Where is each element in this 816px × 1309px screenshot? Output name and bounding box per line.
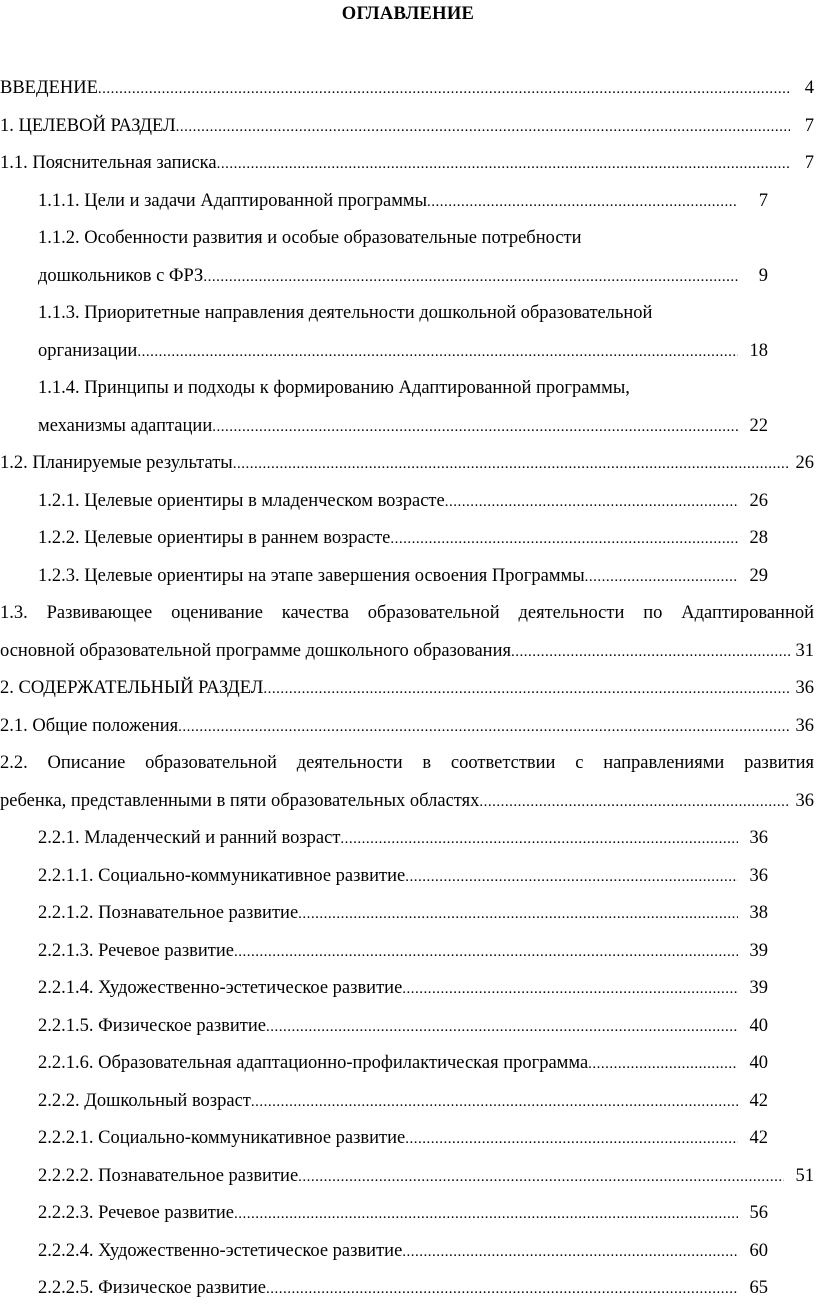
dot-leader bbox=[340, 821, 738, 859]
toc-entry-text-line1[interactable]: 1.1.2. Особенности развития и особые образовательные потребности bbox=[38, 228, 582, 248]
toc-page-number: 39 bbox=[749, 940, 768, 961]
dot-leader bbox=[511, 634, 790, 672]
toc-entry-text: механизмы адаптации bbox=[38, 415, 213, 436]
dot-leader bbox=[233, 446, 790, 484]
toc-entry bbox=[0, 558, 816, 596]
toc-entry-link[interactable] bbox=[0, 445, 814, 484]
toc-page-number: 56 bbox=[749, 1203, 768, 1223]
dot-leader bbox=[176, 109, 790, 147]
toc-entry bbox=[0, 258, 816, 296]
toc-title: ОГЛАВЛЕНИЕ bbox=[341, 4, 475, 24]
dot-leader bbox=[298, 1159, 784, 1197]
toc-entry bbox=[0, 1045, 816, 1083]
toc-page-number: 28 bbox=[749, 528, 768, 548]
dot-leader bbox=[217, 146, 790, 184]
toc-entry bbox=[0, 1008, 816, 1046]
dot-leader bbox=[266, 1009, 738, 1047]
toc-page-number: 39 bbox=[749, 978, 768, 998]
toc-page-number: 42 bbox=[749, 1128, 768, 1148]
toc-page-number: 51 bbox=[795, 1165, 814, 1186]
toc-entry-text: организации bbox=[38, 340, 138, 361]
toc-page-number: 40 bbox=[749, 1053, 768, 1073]
toc-entry-link[interactable] bbox=[38, 820, 768, 859]
toc-entry-link[interactable] bbox=[38, 258, 768, 297]
toc-entry-link[interactable] bbox=[0, 145, 814, 184]
toc-entry-link[interactable] bbox=[38, 483, 768, 522]
toc-entry bbox=[0, 408, 816, 446]
toc-page-number: 36 bbox=[749, 865, 768, 886]
toc-page-number: 29 bbox=[749, 565, 768, 586]
toc-page-number: 40 bbox=[749, 1015, 768, 1036]
dot-leader bbox=[427, 184, 738, 222]
toc-entry bbox=[0, 1083, 816, 1121]
dot-leader bbox=[137, 334, 738, 372]
toc-page-number: 42 bbox=[749, 1090, 768, 1111]
toc-entry-text-line1[interactable]: 1.1.4. Принципы и подходы к формированию Адаптированной программы, bbox=[38, 378, 630, 398]
dot-leader bbox=[402, 971, 738, 1009]
dot-leader bbox=[405, 1121, 738, 1159]
dot-leader bbox=[588, 1046, 738, 1084]
toc-entry-text: 1.2.1. Целевые ориентиры в младенческом возрасте bbox=[38, 490, 445, 511]
toc-entry-text: 2.2.1.3. Речевое развитие bbox=[38, 940, 234, 961]
dot-leader bbox=[445, 484, 738, 522]
toc-entry bbox=[0, 145, 816, 183]
toc-entry-link[interactable] bbox=[38, 1045, 768, 1084]
dot-leader bbox=[98, 71, 790, 109]
toc-entry bbox=[0, 70, 816, 108]
toc-entry-text: 2.2.1.2. Познавательное развитие bbox=[38, 903, 299, 923]
toc-entry-text: 1.2.2. Целевые ориентиры в раннем возрасте bbox=[38, 528, 391, 548]
toc-entry-text: 2.2.2.1. Социально-коммуникативное развитие bbox=[38, 1128, 406, 1148]
dot-leader bbox=[390, 521, 738, 559]
toc-page-number: 36 bbox=[795, 715, 814, 736]
toc-entry-link[interactable] bbox=[0, 670, 814, 709]
toc-entry-text: ребенка, представленными в пяти образовательных областях bbox=[0, 790, 480, 811]
dot-leader bbox=[479, 784, 790, 822]
toc-entry-text: 2.2.2.4. Художественно-эстетическое развитие bbox=[38, 1240, 403, 1261]
toc-entry bbox=[0, 633, 816, 671]
toc-entry-link[interactable] bbox=[38, 970, 768, 1009]
toc-entry-heading-line bbox=[0, 370, 816, 408]
toc-page-number: 9 bbox=[758, 265, 768, 286]
toc-entry bbox=[0, 1233, 816, 1271]
dot-leader bbox=[251, 1084, 738, 1122]
toc-page-number: 36 bbox=[795, 790, 814, 811]
toc-entry bbox=[0, 1195, 816, 1233]
dot-leader bbox=[234, 1196, 738, 1234]
toc-page-number: 7 bbox=[758, 190, 768, 211]
toc-entry bbox=[0, 520, 816, 558]
toc-page-number: 26 bbox=[749, 490, 768, 511]
toc-entry-link[interactable] bbox=[0, 108, 814, 147]
toc-entry-link[interactable] bbox=[38, 558, 768, 597]
toc-entry bbox=[0, 858, 816, 896]
toc-page-number: 60 bbox=[749, 1240, 768, 1261]
toc-entry bbox=[0, 670, 816, 708]
dot-leader bbox=[234, 934, 738, 972]
dot-leader bbox=[402, 1234, 738, 1272]
dot-leader bbox=[203, 259, 738, 297]
toc-entry-heading-line bbox=[0, 595, 816, 633]
toc-entry-text: 2.2.2. Дошкольный возраст bbox=[38, 1090, 251, 1111]
toc-entry-text: 2.2.2.2. Познавательное развитие bbox=[38, 1165, 299, 1186]
toc-entry-text: 1.1.1. Цели и задачи Адаптированной программы bbox=[38, 190, 428, 211]
toc-page-number: 7 bbox=[804, 153, 814, 173]
toc-entry-text: 2.2.1. Младенческий и ранний возраст bbox=[38, 828, 341, 848]
dot-leader bbox=[405, 859, 738, 897]
toc-entry-text-line1[interactable]: 1.1.3. Приоритетные направления деятельности дошкольной образовательной bbox=[38, 303, 653, 323]
toc-entry-text: 2.2.1.6. Образовательная адаптационно-профилактическая программа bbox=[38, 1053, 589, 1073]
dot-leader bbox=[178, 709, 790, 747]
toc-entry-heading-line bbox=[0, 295, 816, 333]
toc-entry-link[interactable] bbox=[38, 1233, 768, 1272]
toc-entry bbox=[0, 895, 816, 933]
toc-entry bbox=[0, 445, 816, 483]
toc-page-number: 22 bbox=[749, 415, 768, 436]
toc-page-number: 65 bbox=[749, 1278, 768, 1298]
toc-page-number: 26 bbox=[795, 453, 814, 473]
toc-entry-text: основной образовательной программе дошкольного образования bbox=[0, 640, 511, 661]
dot-leader bbox=[298, 896, 738, 934]
toc-page-number: 36 bbox=[795, 678, 814, 698]
toc-entry bbox=[0, 1120, 816, 1158]
toc-entry-text: 2.2.1.1. Социально-коммуникативное развитие bbox=[38, 865, 406, 886]
toc-entry bbox=[0, 970, 816, 1008]
toc-entry-text: 2.2.1.5. Физическое развитие bbox=[38, 1015, 266, 1036]
toc-entry-link[interactable] bbox=[38, 183, 768, 222]
toc-entry bbox=[0, 1270, 816, 1308]
toc-page-number: 38 bbox=[749, 903, 768, 923]
toc-entry-link[interactable] bbox=[38, 520, 768, 559]
toc-entry-text: 1. ЦЕЛЕВОЙ РАЗДЕЛ bbox=[0, 115, 176, 136]
toc-entry-text: ВВЕДЕНИЕ bbox=[0, 78, 98, 98]
toc-entry-link[interactable] bbox=[38, 1083, 768, 1122]
toc-entry-text: 1.2.3. Целевые ориентиры на этапе завершения освоения Программы bbox=[38, 565, 585, 586]
toc-entry-link[interactable] bbox=[38, 933, 768, 972]
toc-page-number: 4 bbox=[804, 78, 814, 98]
toc-entry bbox=[0, 783, 816, 821]
toc-entry-link[interactable] bbox=[38, 1120, 768, 1159]
toc-entry-text: 1.1. Пояснительная записка bbox=[0, 153, 217, 173]
toc-entry-text-line1[interactable]: 1.3. Развивающее оценивание качества образовательной деятельности по Адаптированной bbox=[0, 603, 814, 623]
toc-entry-link[interactable] bbox=[0, 633, 814, 672]
toc-entry bbox=[0, 483, 816, 521]
toc-entry-link[interactable] bbox=[38, 1270, 768, 1309]
toc-entry-heading-line bbox=[0, 745, 816, 783]
dot-leader bbox=[263, 671, 790, 709]
toc-entry bbox=[0, 333, 816, 371]
toc-entry bbox=[0, 108, 816, 146]
toc-entry bbox=[0, 933, 816, 971]
toc-entry-text: 2.2.1.4. Художественно-эстетическое развитие bbox=[38, 978, 403, 998]
toc-page-number: 31 bbox=[795, 640, 814, 661]
toc-page-number: 18 bbox=[749, 340, 768, 361]
toc-entry-heading-line bbox=[0, 220, 816, 258]
dot-leader bbox=[585, 559, 738, 597]
toc-entry-text: 2. СОДЕРЖАТЕЛЬНЫЙ РАЗДЕЛ bbox=[0, 678, 264, 698]
toc-entry-link[interactable] bbox=[38, 333, 768, 372]
toc-entry-text: 2.2.2.5. Физическое развитие bbox=[38, 1278, 266, 1298]
toc-entry-link[interactable] bbox=[38, 1195, 768, 1234]
dot-leader bbox=[212, 409, 738, 447]
table-of-contents bbox=[0, 70, 816, 1308]
toc-entry-text: 2.1. Общие положения bbox=[0, 715, 179, 736]
toc-entry-text: 2.2.2.3. Речевое развитие bbox=[38, 1203, 234, 1223]
toc-entry-link[interactable] bbox=[38, 1008, 768, 1047]
toc-page-number: 36 bbox=[749, 828, 768, 848]
toc-entry-link[interactable] bbox=[38, 895, 768, 934]
toc-entry-link[interactable] bbox=[0, 70, 814, 109]
toc-entry bbox=[0, 1158, 816, 1196]
toc-entry-link[interactable] bbox=[38, 1158, 814, 1197]
toc-entry-link[interactable] bbox=[38, 858, 768, 897]
toc-page-number: 7 bbox=[804, 115, 814, 136]
toc-entry bbox=[0, 183, 816, 221]
toc-entry bbox=[0, 820, 816, 858]
toc-entry-text: 1.2. Планируемые результаты bbox=[0, 453, 233, 473]
toc-entry-link[interactable] bbox=[0, 783, 814, 822]
toc-entry-link[interactable] bbox=[38, 408, 768, 447]
toc-entry bbox=[0, 708, 816, 746]
toc-entry-text: дошкольников с ФРЗ bbox=[38, 265, 204, 286]
toc-entry-text-line1[interactable]: 2.2. Описание образовательной деятельности в соответствии с направлениями развития bbox=[0, 753, 814, 773]
dot-leader bbox=[266, 1271, 738, 1309]
toc-entry-link[interactable] bbox=[0, 708, 814, 747]
